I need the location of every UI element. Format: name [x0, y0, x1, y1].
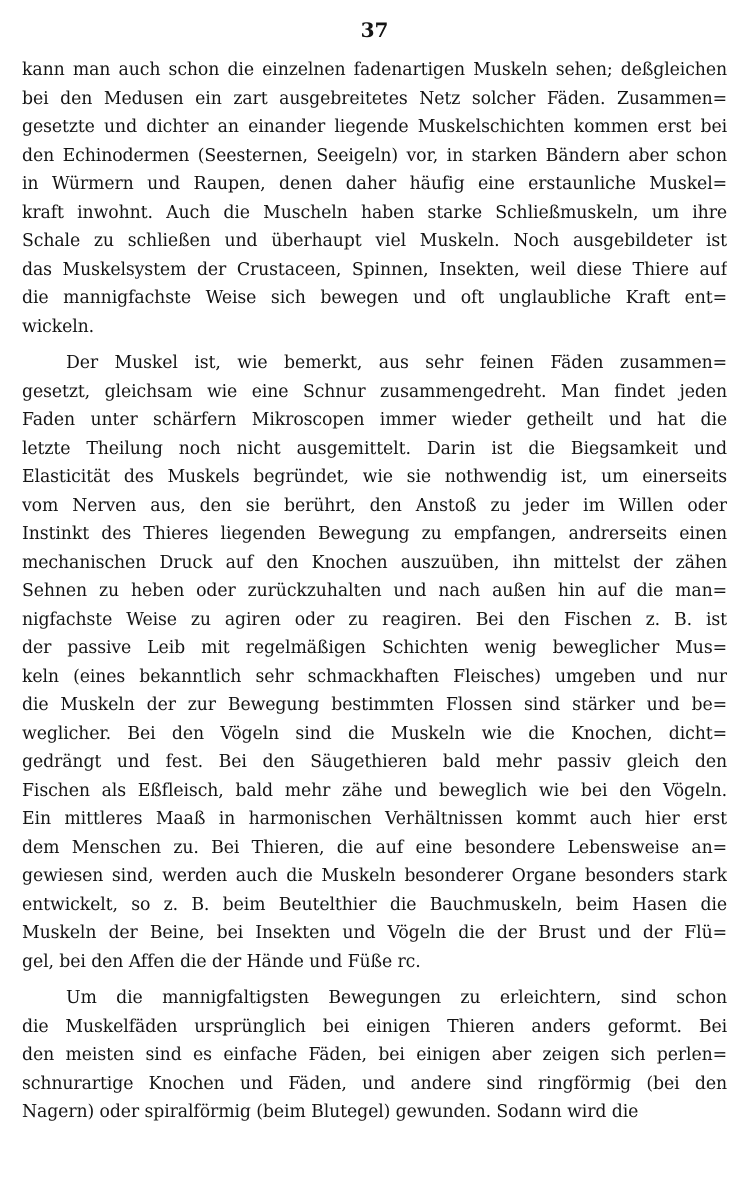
text-line: weglicher. Bei den Vögeln sind die Muskeln wie die Knochen, dicht=	[22, 723, 727, 744]
text-line: den Echinodermen (Seesternen, Seeigeln) vor, in starken Bändern aber schon	[22, 145, 727, 166]
text-line: Instinkt des Thieres liegenden Bewegung zu empfangen, andrerseits einen	[22, 524, 727, 544]
text-line: Schale zu schließen und überhaupt viel Muskeln. Noch ausgebildeter ist	[22, 231, 727, 251]
text-line: die Muskelfäden ursprünglich bei einigen Thieren anders geformt. Bei	[22, 1016, 727, 1037]
paragraph-gap	[22, 341, 727, 349]
text-line: wickeln.	[22, 316, 95, 337]
text-line: Sehnen zu heben oder zurückzuhalten und nach außen hin auf die man=	[22, 581, 727, 601]
paragraph-gap	[22, 976, 727, 984]
text-body	[22, 56, 727, 1127]
text-line: dem Menschen zu. Bei Thieren, die auf eine besondere Lebensweise an=	[22, 837, 727, 858]
paragraph	[22, 349, 727, 976]
paragraph	[22, 984, 727, 1127]
text-line: vom Nerven aus, den sie berührt, den Anstoß zu jeder im Willen oder	[22, 495, 727, 516]
text-line: den meisten sind es einfache Fäden, bei einigen aber zeigen sich perlen=	[22, 1045, 727, 1065]
paragraph	[22, 56, 727, 341]
text-line: die mannigfachste Weise sich bewegen und oft unglaubliche Kraft ent=	[22, 288, 727, 308]
text-line: der passive Leib mit regelmäßigen Schichten wenig beweglicher Mus=	[22, 638, 727, 658]
text-line: entwickelt, so z. B. beim Beutelthier die Bauchmuskeln, beim Hasen die	[22, 894, 727, 915]
text-line: die Muskeln der zur Bewegung bestimmten Flossen sind stärker und be=	[22, 695, 727, 715]
text-line: Muskeln der Beine, bei Insekten und Vögeln die der Brust und der Flü=	[22, 923, 727, 943]
text-line: Ein mittleres Maaß in harmonischen Verhältnissen kommt auch hier erst	[22, 809, 727, 829]
text-line: schnurartige Knochen und Fäden, und andere sind ringförmig (bei den	[22, 1073, 727, 1094]
text-line: Faden unter schärfern Mikroscopen immer wieder getheilt und hat die	[22, 410, 727, 430]
text-line: nigfachste Weise zu agiren oder zu reagiren. Bei den Fischen z. B. ist	[22, 609, 727, 630]
text-line: in Würmern und Raupen, denen daher häufig eine erstaunliche Muskel=	[22, 174, 727, 194]
text-line: letzte Theilung noch nicht ausgemittelt. Darin ist die Biegsamkeit und	[22, 438, 727, 459]
text-line: Um die mannigfaltigsten Bewegungen zu erleichtern, sind schon	[66, 988, 727, 1008]
text-line: Elasticität des Muskels begründet, wie sie nothwendig ist, um einerseits	[22, 467, 727, 487]
text-line: Der Muskel ist, wie bemerkt, aus sehr feinen Fäden zusammen=	[66, 353, 727, 373]
text-line: kann man auch schon die einzelnen fadenartigen Muskeln sehen; deßgleichen	[22, 60, 727, 80]
text-line: gedrängt und fest. Bei den Säugethieren bald mehr passiv gleich den	[22, 752, 727, 772]
text-line: das Muskelsystem der Crustaceen, Spinnen, Insekten, weil diese Thiere auf	[22, 259, 727, 280]
text-line: gel, bei den Affen die der Hände und Füße rc.	[22, 951, 421, 972]
text-line: kraft inwohnt. Auch die Muscheln haben starke Schließmuskeln, um ihre	[22, 202, 727, 223]
text-line: Fischen als Eßfleisch, bald mehr zähe und beweglich wie bei den Vögeln.	[22, 780, 727, 801]
text-line: gesetzt, gleichsam wie eine Schnur zusammengedreht. Man findet jeden	[22, 381, 727, 402]
text-line: keln (eines bekanntlich sehr schmackhaften Fleisches) umgeben und nur	[22, 666, 727, 687]
text-line: gewiesen sind, werden auch die Muskeln besonderer Organe besonders stark	[22, 866, 727, 886]
text-line: bei den Medusen ein zart ausgebreitetes Netz solcher Fäden. Zusammen=	[22, 88, 727, 109]
text-line: Nagern) oder spiralförmig (beim Blutegel) gewunden. Sodann wird die	[22, 1102, 639, 1122]
page-number: 37	[360, 18, 389, 42]
text-line: gesetzte und dichter an einander liegende Muskelschichten kommen erst bei	[22, 117, 727, 137]
text-line: mechanischen Druck auf den Knochen auszuüben, ihn mittelst der zähen	[22, 552, 727, 573]
